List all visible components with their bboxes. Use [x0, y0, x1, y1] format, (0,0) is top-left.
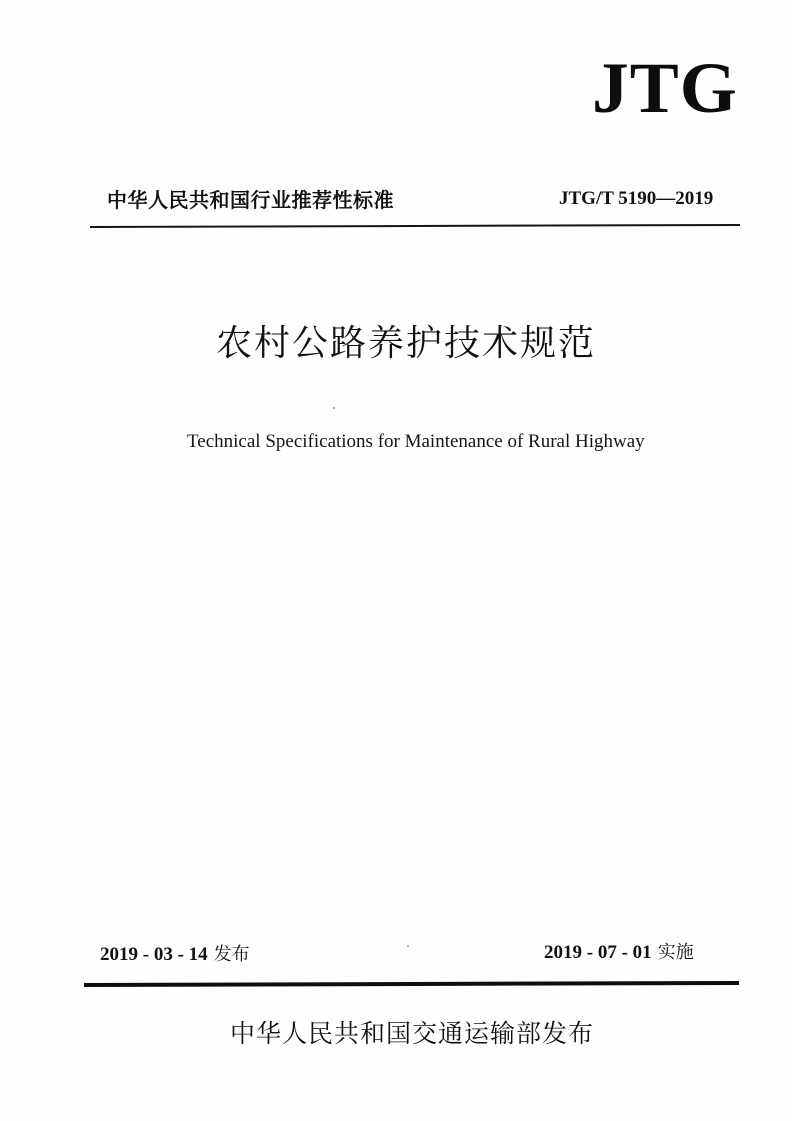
standard-type: 中华人民共和国行业推荐性标准: [107, 188, 394, 212]
jtg-logo: JTG: [592, 48, 738, 128]
scan-speck: [333, 407, 335, 409]
scan-speck: [407, 945, 409, 947]
publisher: 中华人民共和国交通运输部发布: [230, 1019, 595, 1048]
implementation-label: 实施: [657, 942, 694, 963]
issue-date: 2019 - 03 - 14: [100, 944, 208, 965]
top-divider: [90, 224, 740, 228]
issue-date-line: [100, 942, 250, 968]
title-chinese: 农村公路养护技术规范: [216, 323, 597, 364]
issue-label: 发布: [213, 944, 250, 965]
bottom-divider: [84, 981, 739, 987]
title-english: Technical Specifications for Maintenance of Rural Highway: [187, 431, 645, 452]
implementation-date: 2019 - 07 - 01: [544, 942, 652, 963]
standard-code: JTG/T 5190—2019: [559, 188, 714, 209]
implementation-date-line: [544, 940, 694, 966]
